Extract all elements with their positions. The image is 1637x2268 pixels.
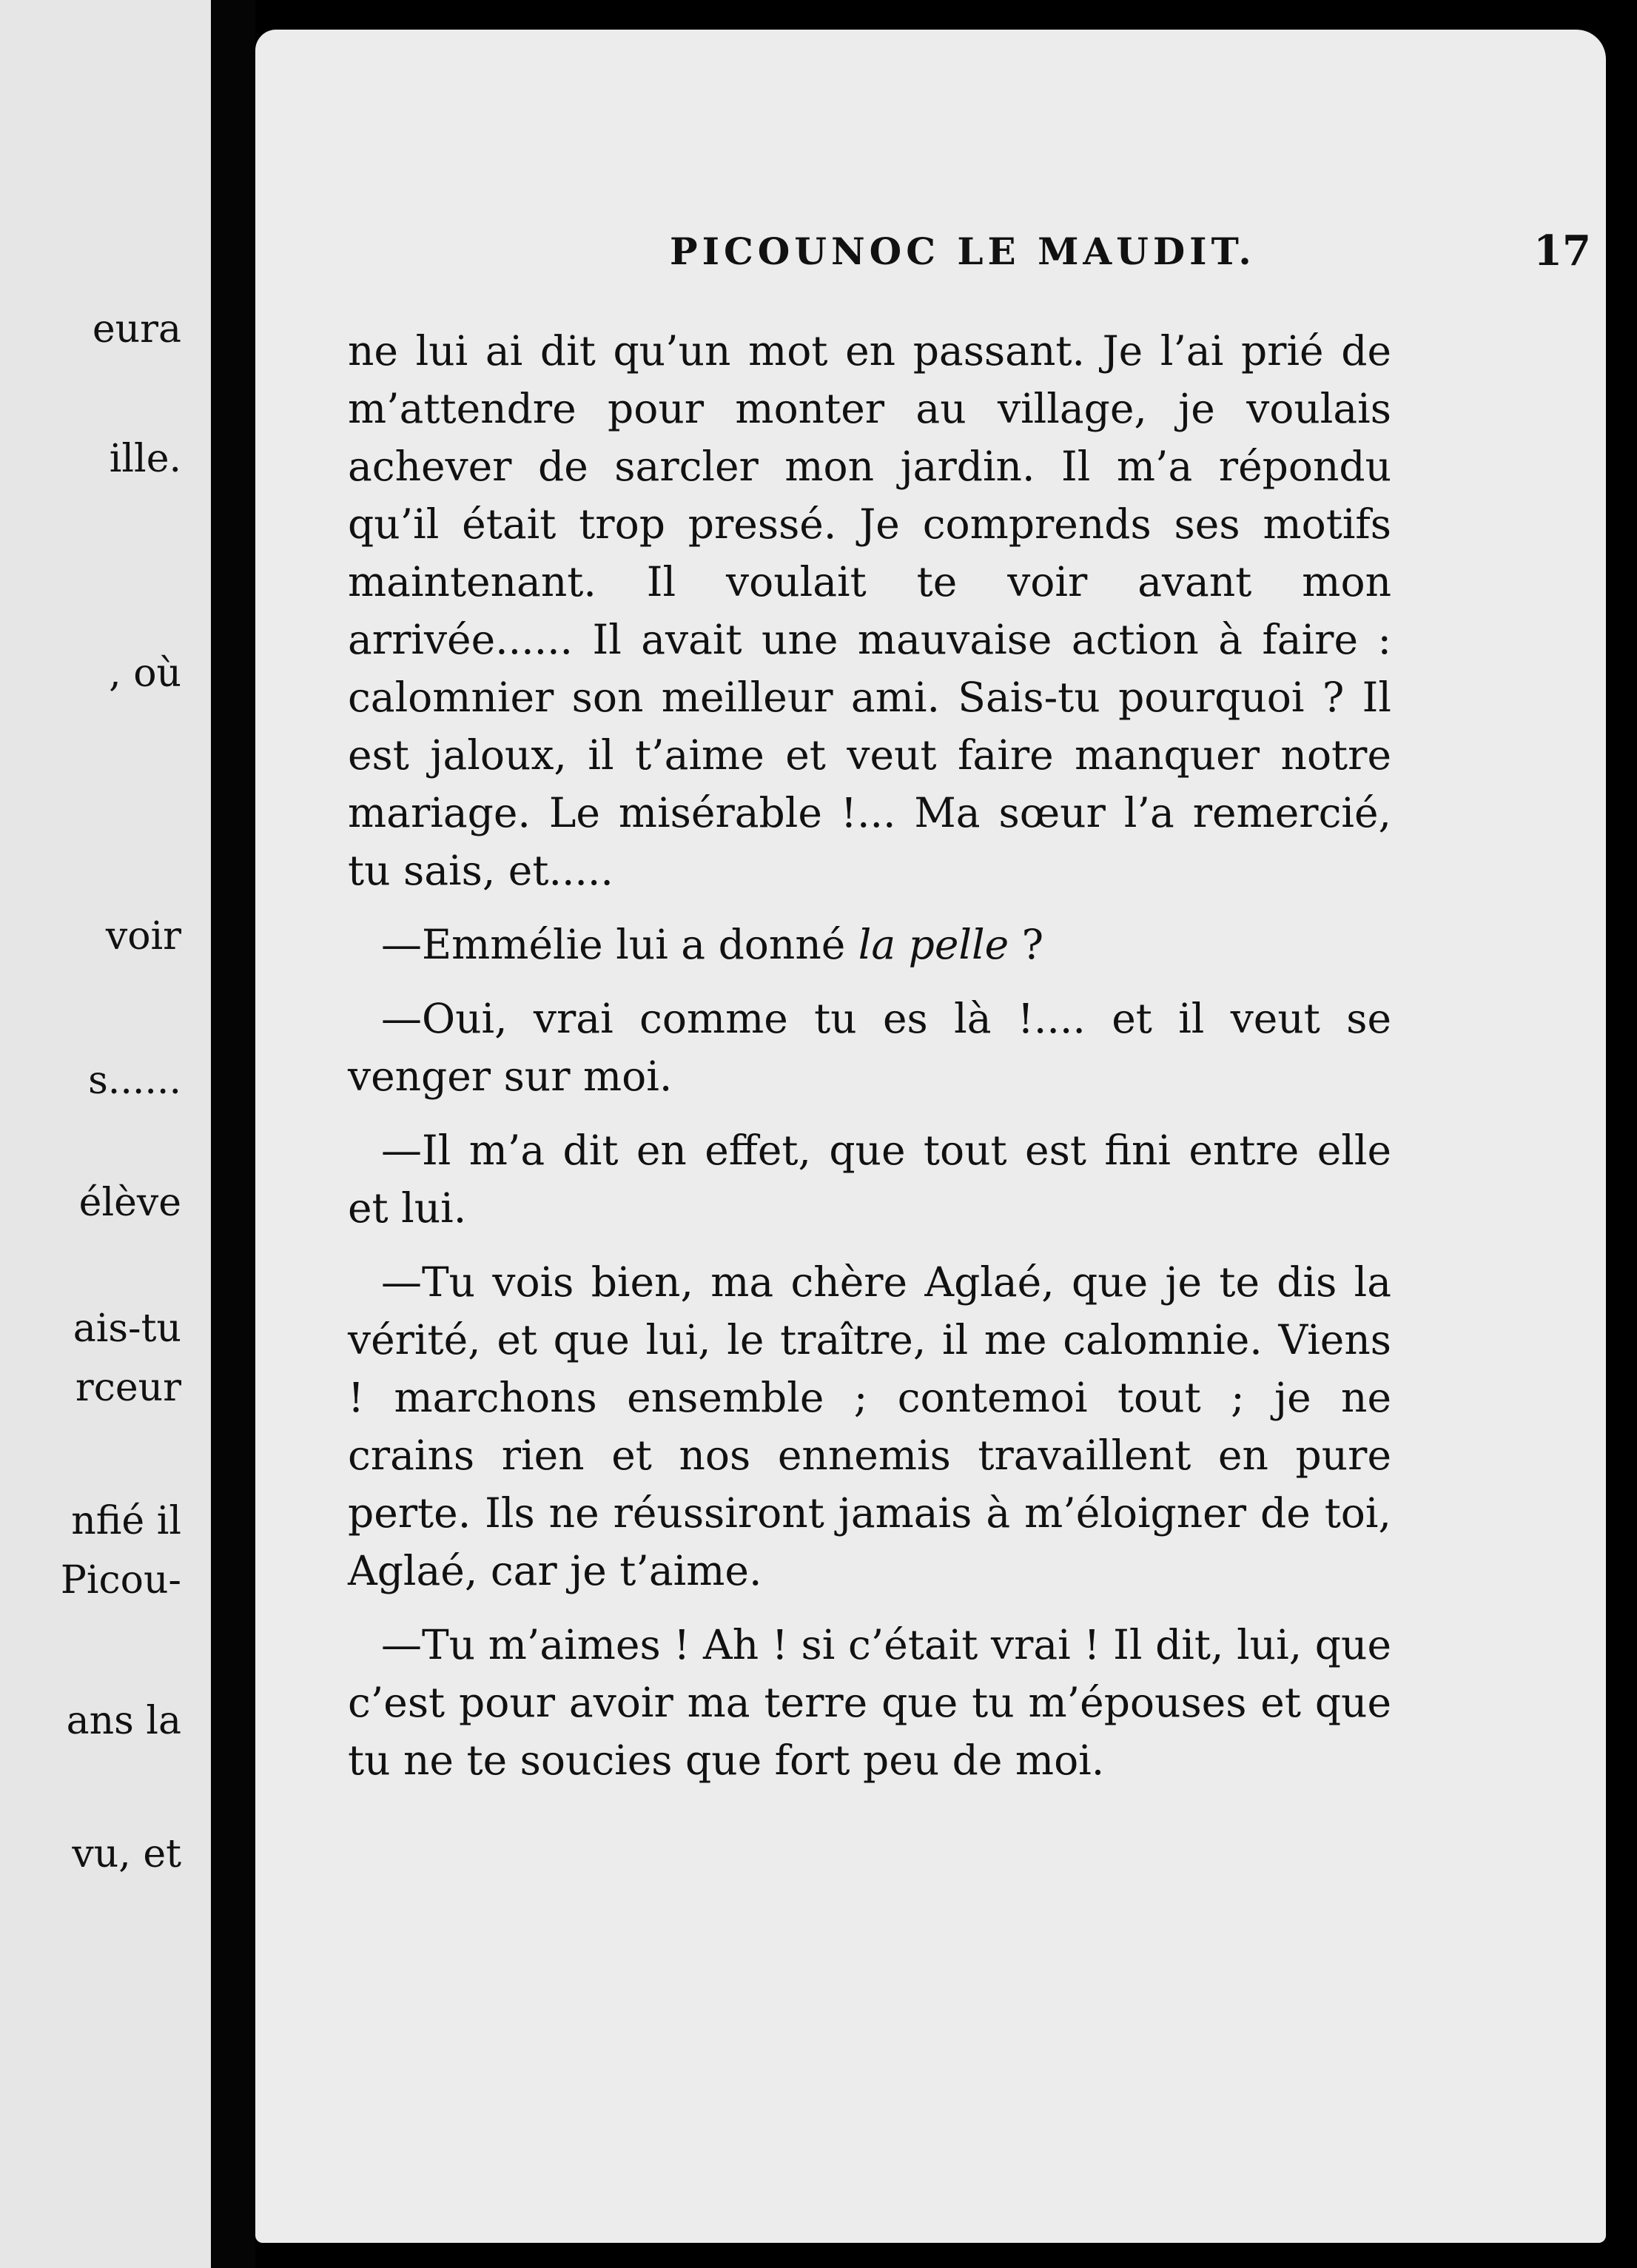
paragraph: —Oui, vrai comme tu es là !.... et il veut se venger sur moi. bbox=[348, 995, 1391, 1100]
paragraph: ne lui ai dit qu’un mot en passant. Je l’ai prié de m’attendre pour monter au village, je voulais achever de sarcler mon jardin. Il m’a répondu qu’il était trop pressé. Je comprends ses motifs maintenant. Il voulait te voir avant mon arrivée...... Il avait une mauvaise action à faire : calomnier son meilleur ami. Sais-tu pourquoi ? Il est jaloux, il t’aime et veut faire manquer notre mariage. Le misérable !... Ma sœur l’a remercié, tu sais, et..... bbox=[348, 327, 1391, 894]
left-page-fragment: , où bbox=[109, 651, 181, 696]
italic-phrase: la pelle bbox=[858, 921, 1009, 968]
left-page-fragment: Picou- bbox=[60, 1558, 181, 1603]
paragraph-text: ? bbox=[1009, 921, 1044, 968]
left-page-fragment: rceur bbox=[75, 1366, 181, 1410]
left-page-fragment: ais-tu bbox=[73, 1306, 181, 1351]
paragraph-text: —Emmélie lui a donné bbox=[381, 921, 858, 968]
left-page-fragment: ans la bbox=[66, 1699, 181, 1743]
left-page-fragment: nfié il bbox=[71, 1499, 181, 1543]
left-page-fragment: élève bbox=[78, 1181, 181, 1225]
left-page-edge bbox=[0, 0, 211, 2268]
book-page bbox=[255, 30, 1606, 2243]
book-gutter bbox=[211, 0, 255, 2268]
page-body bbox=[348, 322, 1391, 1805]
paragraph: —Tu m’aimes ! Ah ! si c’était vrai ! Il dit, lui, que c’est pour avoir ma terre que tu m’épouses et que tu ne te soucies que fort peu de moi. bbox=[348, 1621, 1391, 1784]
paragraph: —Tu vois bien, ma chère Aglaé, que je te dis la vérité, et que lui, le traître, il me calomnie. Viens ! marchons ensemble ; contemoi tout ; je ne crains rien et nos ennemis travaillent en pure perte. Ils ne réussiront jamais à m’éloigner de toi, Aglaé, car je t’aime. bbox=[348, 1258, 1391, 1594]
paragraph bbox=[348, 916, 1391, 973]
left-page-fragment: eura bbox=[92, 307, 181, 352]
left-page-fragment: s...... bbox=[88, 1058, 181, 1103]
left-page-fragment: voir bbox=[105, 914, 181, 959]
page-number: 17 bbox=[1533, 227, 1591, 275]
left-page-fragment: ille. bbox=[109, 437, 181, 481]
paragraph: —Il m’a dit en effet, que tout est fini entre elle et lui. bbox=[348, 1127, 1391, 1232]
left-page-fragment: vu, et bbox=[72, 1832, 181, 1876]
running-head: PICOUNOC LE MAUDIT. bbox=[670, 229, 1256, 273]
